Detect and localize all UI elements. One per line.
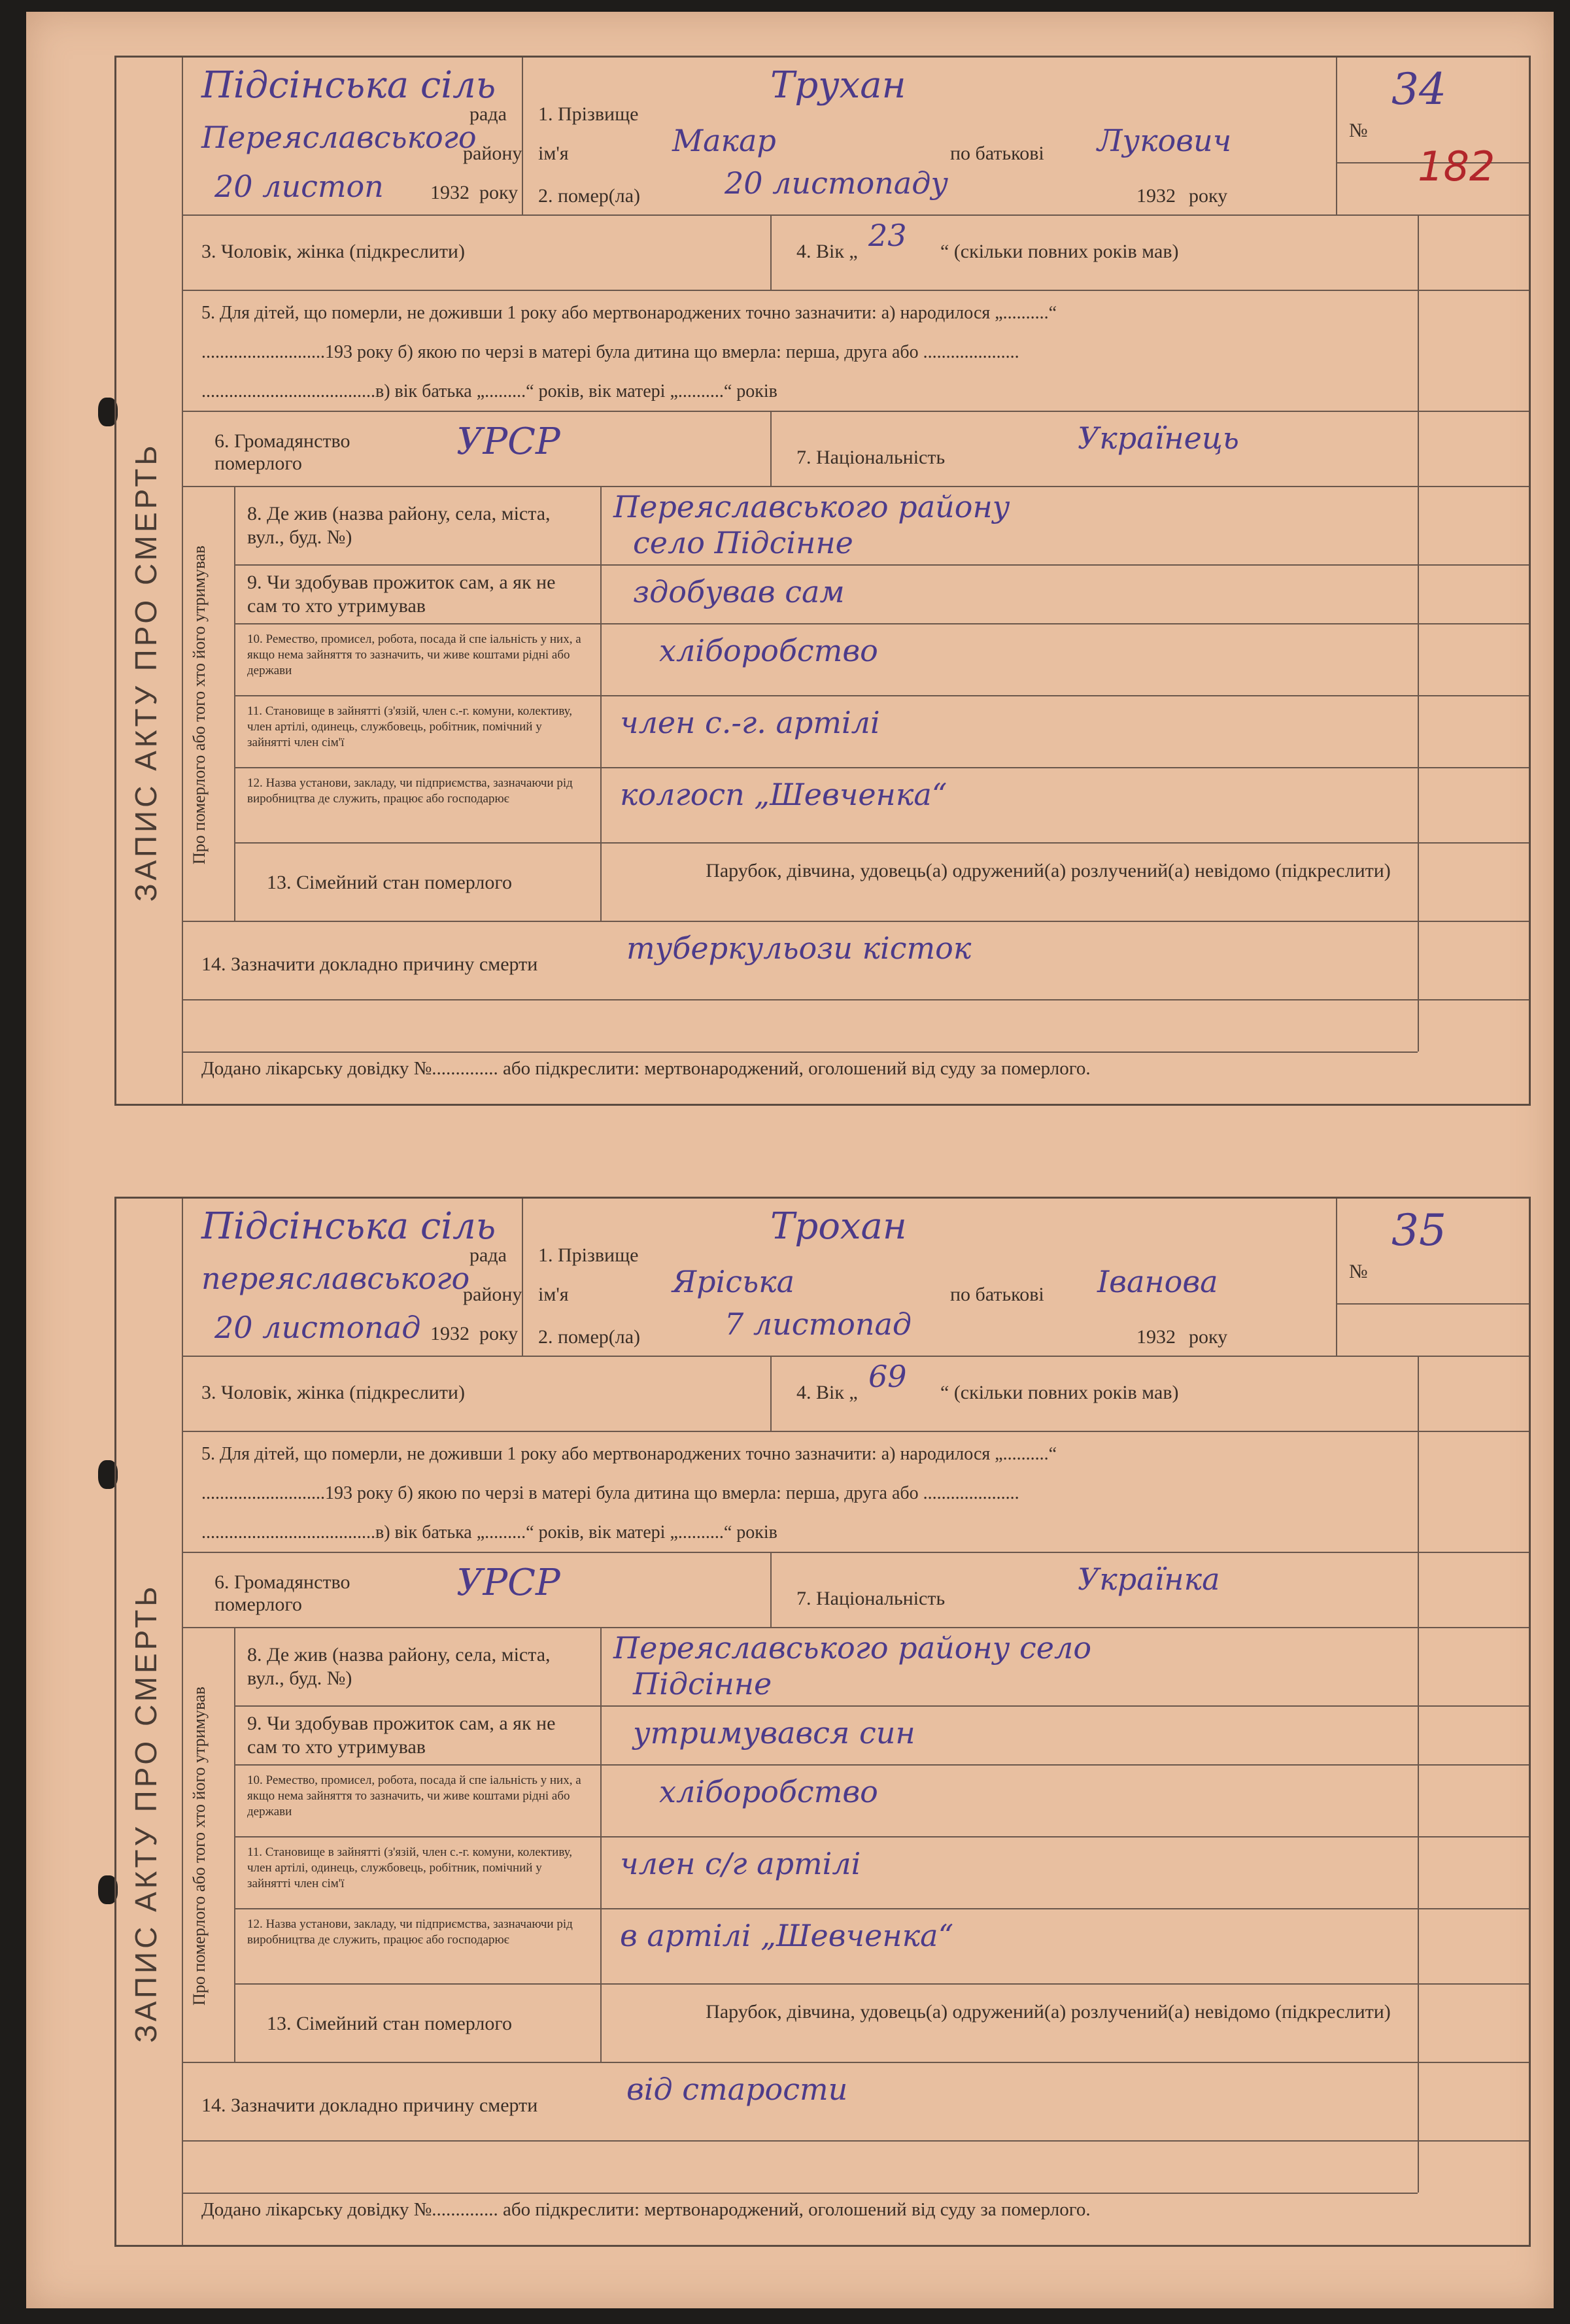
field-label: 13. Сімейний стан померлого xyxy=(267,872,512,893)
year: 1932 xyxy=(1136,1326,1176,1348)
red-ink-number: 182 xyxy=(1418,143,1495,190)
rule-line xyxy=(234,564,1529,566)
rule-line xyxy=(182,1051,1418,1053)
field-label: 6. Громадянство померлого xyxy=(214,1571,350,1615)
rule-line xyxy=(182,921,1529,922)
rule-line xyxy=(182,2193,1418,2194)
death-record-form xyxy=(114,56,1531,1106)
cause-of-death: туберкульози кісток xyxy=(626,931,972,966)
field-label: 2. помер(ла) xyxy=(538,1326,641,1348)
year: 1932 xyxy=(1136,185,1176,207)
rule-line xyxy=(770,411,772,486)
address-line: село Підсінне xyxy=(633,525,853,560)
rule-line xyxy=(182,2140,1529,2142)
rule-line xyxy=(182,1627,1529,1628)
marital-status-options: Парубок, дівчина, удовець(а) одружений(а) розлучений(а) невідомо (підкреслити) xyxy=(706,860,1391,881)
rule-line xyxy=(600,486,602,921)
form-side-title: ЗАПИС АКТУ ПРО СМЕРТЬ xyxy=(129,1583,163,2043)
field-label: району xyxy=(463,143,522,164)
field-label: рада xyxy=(469,1244,507,1266)
field-label: по батькові xyxy=(950,143,1044,164)
field-label: ......................................в) вік батька „.........“ років, вік матері „..........“ років xyxy=(201,381,777,402)
age: 69 xyxy=(868,1359,907,1394)
death-date: 20 листопаду xyxy=(725,165,949,201)
record-number: 34 xyxy=(1391,64,1446,114)
income-source: утримувався син xyxy=(633,1715,915,1751)
address-line: Переяславського району xyxy=(613,489,1010,524)
field-label: району xyxy=(463,1284,522,1305)
field-label: року xyxy=(479,182,519,203)
field-label: 5. Для дітей, що померли, не доживши 1 року або мертвонароджених точно зазначити: а) народилося „..........“ xyxy=(201,1444,1057,1464)
field-label: “ (скільки повних років мав) xyxy=(940,241,1179,262)
subsection-side-label: Про померлого або того хто його утримував xyxy=(190,545,209,864)
field-label: 14. Зазначити докладно причину смерти xyxy=(201,953,538,975)
field-label: ім'я xyxy=(538,1284,569,1305)
form-footer: Додано лікарську довідку №.............. або підкреслити: мертвонароджений, оголошений від суду за померлого. xyxy=(201,1058,1091,1079)
rule-line xyxy=(182,1552,1529,1553)
surname: Трохан xyxy=(770,1205,907,1248)
record-number: 35 xyxy=(1391,1205,1446,1256)
registration-date: 20 листоп xyxy=(214,169,384,204)
rule-line xyxy=(182,214,1529,216)
rule-line xyxy=(600,1627,602,2062)
form-footer: Додано лікарську довідку №.............. або підкреслити: мертвонароджений, оголошений від суду за померлого. xyxy=(201,2199,1091,2220)
field-label: 10. Ремество, промисел, робота, посада й спе іальність у них, а якщо нема зайняття то зазначить, чи живе коштами рідні або держави xyxy=(247,632,581,677)
rule-line xyxy=(182,486,1529,487)
field-label: ...........................193 року б) якою по черзі в матері була дитина що вмерла: перша, друга або ..................... xyxy=(201,342,1019,362)
age: 23 xyxy=(868,218,907,253)
village-council-name: Підсінська сіль xyxy=(201,1205,496,1248)
field-label: “ (скільки повних років мав) xyxy=(940,1382,1179,1403)
field-label: року xyxy=(1189,185,1228,207)
rule-line xyxy=(770,214,772,290)
year: 1932 xyxy=(430,1323,469,1344)
field-label: рада xyxy=(469,103,507,125)
year: 1932 xyxy=(430,182,469,203)
field-label: 4. Вік „ xyxy=(796,1382,858,1403)
marital-status-options: Парубок, дівчина, удовець(а) одружений(а) розлучений(а) невідомо (підкреслити) xyxy=(706,2001,1391,2023)
rule-line xyxy=(182,999,1529,1000)
field-label-gender: 3. Чоловік, жінка (підкреслити) xyxy=(201,1382,465,1403)
rule-line xyxy=(1418,214,1419,1051)
rule-line xyxy=(234,767,1529,768)
patronymic: Лукович xyxy=(1097,123,1232,158)
field-label: № xyxy=(1349,1261,1368,1282)
rule-line xyxy=(234,1705,1529,1707)
occupation: хліборобство xyxy=(659,1774,878,1809)
rule-line xyxy=(1336,58,1337,214)
field-label: 7. Національність xyxy=(796,447,946,468)
field-label: 14. Зазначити докладно причину смерти xyxy=(201,2094,538,2116)
district-name: Переяславського xyxy=(201,120,477,155)
field-label: 10. Ремество, промисел, робота, посада й спе іальність у них, а якщо нема зайняття то зазначить, чи живе коштами рідні або держави xyxy=(247,1773,581,1819)
field-label: 4. Вік „ xyxy=(796,241,858,262)
field-label: року xyxy=(1189,1326,1228,1348)
rule-line xyxy=(234,1908,1529,1909)
field-label: року xyxy=(479,1323,519,1344)
field-label: 12. Назва установи, закладу, чи підприємства, зазначаючи рід виробництва де служить, працює або господарює xyxy=(247,1917,573,1947)
rule-line xyxy=(182,411,1529,412)
rule-line xyxy=(770,1552,772,1627)
field-label: 11. Становище в зайнятті (з'язій, член с.-г. комуни, колективу, член артілі, одинець, службовець, робітник, помічний у зайнятті член сім'ї xyxy=(247,704,572,749)
citizenship: УРСР xyxy=(456,1562,560,1604)
rule-line xyxy=(522,58,523,214)
income-source: здобував сам xyxy=(633,574,845,609)
employment-status: член с/г артілі xyxy=(620,1846,861,1881)
field-label: по батькові xyxy=(950,1284,1044,1305)
death-record-form xyxy=(114,1197,1531,2247)
rule-line xyxy=(522,1199,523,1356)
field-label: 12. Назва установи, закладу, чи підприємства, зазначаючи рід виробництва де служить, працює або господарює xyxy=(247,776,573,806)
rule-line xyxy=(182,2062,1529,2063)
first-name: Макар xyxy=(672,123,776,158)
rule-line xyxy=(234,623,1529,624)
field-label: 9. Чи здобував прожиток сам, а як не сам то хто утримував xyxy=(247,572,556,617)
rule-line xyxy=(1418,1356,1419,2193)
field-label: 13. Сімейний стан померлого xyxy=(267,2013,512,2034)
field-label: 11. Становище в зайнятті (з'язій, член с.-г. комуни, колективу, член артілі, одинець, службовець, робітник, помічний у зайнятті член сім'ї xyxy=(247,1845,572,1890)
field-label: № xyxy=(1349,120,1368,141)
field-label: 7. Національність xyxy=(796,1588,946,1609)
rule-line xyxy=(234,695,1529,696)
field-label: ...........................193 року б) якою по черзі в матері була дитина що вмерла: перша, друга або ..................... xyxy=(201,1483,1019,1503)
rule-line xyxy=(234,842,1529,844)
address-line: Підсінне xyxy=(633,1666,772,1701)
first-name: Яріська xyxy=(672,1264,795,1299)
rule-line xyxy=(1336,1303,1529,1305)
nationality: Українка xyxy=(1078,1562,1220,1597)
address-line: Переяславського району село xyxy=(613,1630,1092,1666)
rule-line xyxy=(234,1627,235,2062)
rule-line xyxy=(182,1431,1529,1432)
district-name: переяславського xyxy=(201,1261,470,1296)
field-label: ......................................в) вік батька „.........“ років, вік матері „..........“ років xyxy=(201,1522,777,1543)
rule-line xyxy=(234,1983,1529,1985)
death-date: 7 листопад xyxy=(725,1307,912,1342)
field-label: 1. Прізвище xyxy=(538,103,639,125)
field-label: ім'я xyxy=(538,143,569,164)
cause-of-death: від старости xyxy=(626,2072,848,2107)
field-label: 8. Де жив (назва району, села, міста, вул., буд. №) xyxy=(247,1644,551,1689)
registration-date: 20 листопад xyxy=(214,1310,421,1345)
rule-line xyxy=(770,1356,772,1431)
employment-status: член с.-г. артілі xyxy=(620,705,880,740)
field-label-gender: 3. Чоловік, жінка (підкреслити) xyxy=(201,241,465,262)
field-label: 1. Прізвище xyxy=(538,1244,639,1266)
patronymic: Іванова xyxy=(1097,1264,1218,1299)
field-label: 5. Для дітей, що померли, не доживши 1 року або мертвонароджених точно зазначити: а) народилося „..........“ xyxy=(201,303,1057,323)
surname: Трухан xyxy=(770,64,906,107)
village-council-name: Підсінська сіль xyxy=(201,64,496,107)
field-label: 8. Де жив (назва району, села, міста, вул., буд. №) xyxy=(247,503,551,548)
rule-line xyxy=(234,1764,1529,1766)
rule-line xyxy=(1336,1199,1337,1356)
nationality: Українець xyxy=(1078,420,1239,456)
rule-line xyxy=(234,486,235,921)
institution: колгосп „Шевченка“ xyxy=(620,777,947,812)
field-label: 2. помер(ла) xyxy=(538,185,641,207)
occupation: хліборобство xyxy=(659,633,878,668)
field-label: 9. Чи здобував прожиток сам, а як не сам то хто утримував xyxy=(247,1713,556,1758)
institution: в артілі „Шевченка“ xyxy=(620,1918,954,1953)
rule-line xyxy=(182,1356,1529,1357)
rule-line xyxy=(234,1836,1529,1837)
subsection-side-label: Про померлого або того хто його утримував xyxy=(190,1686,209,2006)
field-label: 6. Громадянство померлого xyxy=(214,430,350,474)
citizenship: УРСР xyxy=(456,420,560,463)
rule-line xyxy=(182,290,1529,291)
form-side-title: ЗАПИС АКТУ ПРО СМЕРТЬ xyxy=(129,442,163,902)
